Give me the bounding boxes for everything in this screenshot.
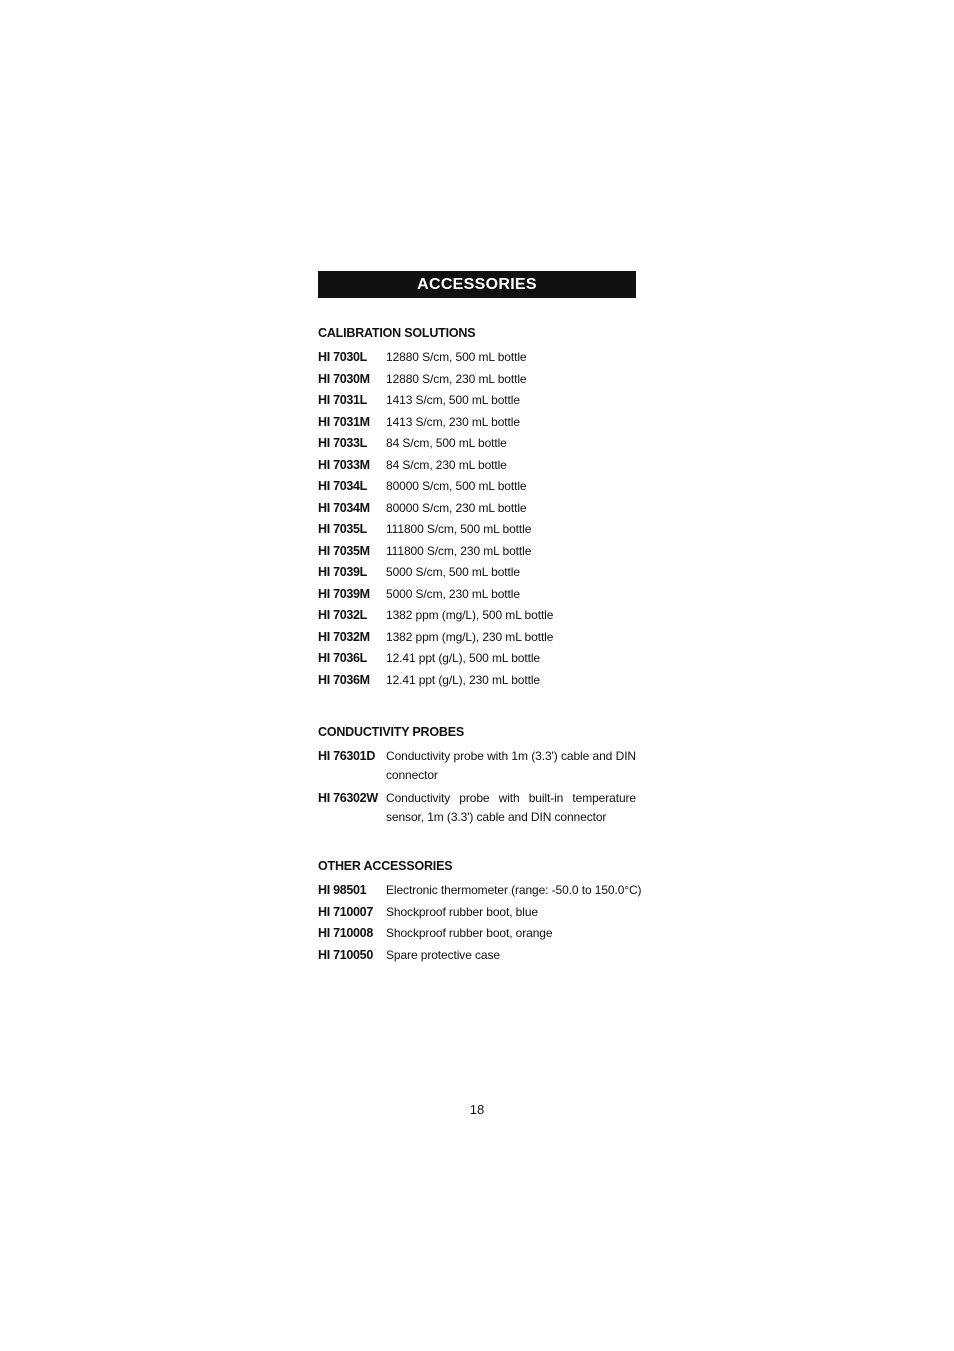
item-code: HI 7035L [318,522,368,536]
section-heading-conductivity-probes: CONDUCTIVITY PROBES [318,725,464,739]
item-code: HI 7033L [318,436,368,450]
item-code: HI 7039M [318,586,370,601]
list-item [318,519,636,541]
accessories-page [318,271,642,966]
item-description: Shockproof rubber boot, orange [386,926,553,940]
item-description: 1382 ppm (mg/L), 230 mL bottle [386,629,554,644]
item-description: 5000 S/cm, 230 mL bottle [386,586,520,601]
list-item [318,945,636,967]
item-code: HI 98501 [318,883,367,897]
item-description: Spare protective case [386,947,500,962]
item-description: 1382 ppm (mg/L), 500 mL bottle [386,608,554,622]
list-item [318,627,636,649]
item-code: HI 710007 [318,904,373,919]
item-code: HI 7034M [318,500,370,515]
section-heading-calibration-solutions: CALIBRATION SOLUTIONS [318,326,476,340]
list-item [318,648,636,670]
conductivity-probes-list [318,746,636,827]
item-code: HI 7032M [318,629,370,644]
item-code: HI 76301D [318,749,376,763]
list-item [318,880,642,902]
item-code: HI 710008 [318,926,373,940]
item-code: HI 76302W [318,791,378,805]
list-item [318,788,636,827]
item-code: HI 7035M [318,543,370,558]
list-item [318,347,636,369]
list-item [318,390,636,412]
item-description: 111800 S/cm, 230 mL bottle [386,543,532,558]
item-description: Conductivity probe with 1m (3.3') cable and DIN connector [386,749,636,782]
item-code: HI 7039L [318,565,368,579]
list-item [318,562,636,584]
item-code: HI 7036M [318,672,370,687]
list-item [318,670,636,692]
item-description: Electronic thermometer (range: -50.0 to 150.0°C) [386,883,642,897]
section-heading-other-accessories: OTHER ACCESSORIES [318,859,453,873]
list-item [318,498,636,520]
item-description: 111800 S/cm, 500 mL bottle [386,522,532,536]
item-code: HI 7032L [318,608,368,622]
page-number: 18 [469,1102,485,1117]
item-code: HI 7034L [318,479,368,493]
item-code: HI 7030M [318,371,370,386]
calibration-solutions-list [318,347,636,691]
item-description: 12880 S/cm, 230 mL bottle [386,371,527,386]
list-item [318,433,636,455]
item-description: 1413 S/cm, 500 mL bottle [386,393,520,407]
item-code: HI 710050 [318,947,373,962]
item-description: 1413 S/cm, 230 mL bottle [386,414,520,429]
list-item [318,746,636,785]
item-code: HI 7033M [318,457,370,472]
list-item [318,902,636,924]
item-description: 5000 S/cm, 500 mL bottle [386,565,520,579]
list-item [318,412,636,434]
item-description: 12.41 ppt (g/L), 500 mL bottle [386,651,540,665]
list-item [318,476,636,498]
item-description: 80000 S/cm, 230 mL bottle [386,500,527,515]
list-item [318,923,636,945]
list-item [318,455,636,477]
other-accessories-list [318,880,642,966]
list-item [318,584,636,606]
item-code: HI 7031L [318,393,368,407]
item-description: Shockproof rubber boot, blue [386,904,538,919]
item-description: 80000 S/cm, 500 mL bottle [386,479,527,493]
item-description: 84 S/cm, 500 mL bottle [386,436,507,450]
item-code: HI 7030L [318,350,368,364]
item-description: 84 S/cm, 230 mL bottle [386,457,507,472]
page-title: ACCESSORIES [318,271,636,298]
list-item [318,605,636,627]
item-code: HI 7036L [318,651,368,665]
list-item [318,541,636,563]
item-code: HI 7031M [318,414,370,429]
item-description: 12.41 ppt (g/L), 230 mL bottle [386,672,540,687]
item-description: 12880 S/cm, 500 mL bottle [386,350,527,364]
list-item [318,369,636,391]
item-description: Conductivity probe with built-in temperature sensor, 1m (3.3') cable and DIN connector [386,791,636,824]
